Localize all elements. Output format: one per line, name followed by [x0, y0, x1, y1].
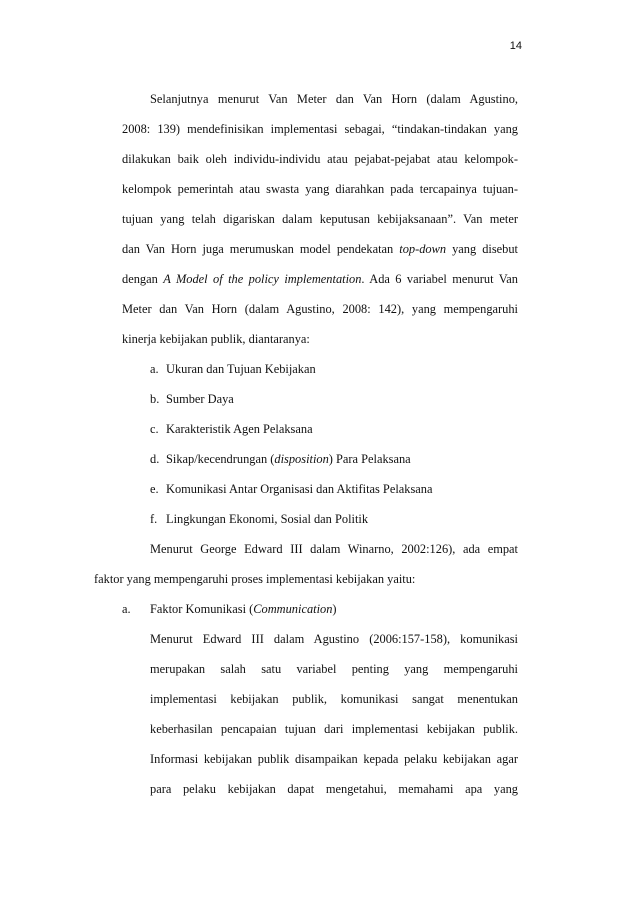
paragraph-line: Menurut George Edward III dalam Winarno, 2002:126), ada empat: [150, 542, 518, 556]
paragraph-line: dilakukan baik oleh individu-individu atau pejabat-pejabat atau kelompok-: [122, 152, 518, 166]
paragraph-line: kelompok pemerintah atau swasta yang diarahkan pada tercapainya tujuan-: [122, 182, 518, 196]
italic-term: top-down: [399, 242, 447, 256]
list-marker: e.: [150, 482, 159, 496]
paragraph-line: dan Van Horn juga merumuskan model pendekatan top-down yang disebut: [122, 242, 518, 256]
paragraph-line: implementasi kebijakan publik, komunikasi sangat menentukan: [150, 692, 518, 706]
list-item: Ukuran dan Tujuan Kebijakan: [166, 362, 316, 376]
paragraph-line: dengan A Model of the policy implementation. Ada 6 variabel menurut Van: [122, 272, 518, 286]
paragraph-line: merupakan salah satu variabel penting yang mempengaruhi: [150, 662, 518, 676]
list-marker: b.: [150, 392, 160, 406]
list-item: Komunikasi Antar Organisasi dan Aktifitas Pelaksana: [166, 482, 433, 496]
list-item: Sumber Daya: [166, 392, 234, 406]
list-marker: c.: [150, 422, 159, 436]
paragraph-line: faktor yang mempengaruhi proses implementasi kebijakan yaitu:: [94, 572, 416, 586]
list-marker: a.: [150, 362, 159, 376]
paragraph-line: Selanjutnya menurut Van Meter dan Van Horn (dalam Agustino,: [150, 92, 518, 106]
section-heading: Faktor Komunikasi (Communication): [150, 602, 337, 616]
paragraph-line: kinerja kebijakan publik, diantaranya:: [122, 332, 310, 346]
italic-term: disposition: [274, 452, 329, 466]
paragraph-line: Informasi kebijakan publik disampaikan kepada pelaku kebijakan agar: [150, 752, 518, 766]
italic-term: Communication: [253, 602, 333, 616]
paragraph-line: tujuan yang telah digariskan dalam keputusan kebijaksanaan”. Van meter: [122, 212, 518, 226]
list-item: Sikap/kecendrungan (disposition) Para Pelaksana: [166, 452, 411, 466]
list-item: Karakteristik Agen Pelaksana: [166, 422, 313, 436]
list-marker: d.: [150, 452, 160, 466]
paragraph-line: Menurut Edward III dalam Agustino (2006:157-158), komunikasi: [150, 632, 518, 646]
section-marker: a.: [122, 602, 131, 616]
list-item: Lingkungan Ekonomi, Sosial dan Politik: [166, 512, 369, 526]
italic-term: A Model of the policy implementation: [163, 272, 362, 286]
paragraph-line: 2008: 139) mendefinisikan implementasi sebagai, “tindakan-tindakan yang: [122, 122, 518, 136]
paragraph-line: para pelaku kebijakan dapat mengetahui, memahami apa yang: [150, 782, 518, 796]
paragraph-line: keberhasilan pencapaian tujuan dari implementasi kebijakan publik.: [150, 722, 518, 736]
paragraph-line: Meter dan Van Horn (dalam Agustino, 2008: 142), yang mempengaruhi: [122, 302, 518, 316]
list-marker: f.: [150, 512, 158, 526]
page-number: 14: [509, 40, 522, 52]
